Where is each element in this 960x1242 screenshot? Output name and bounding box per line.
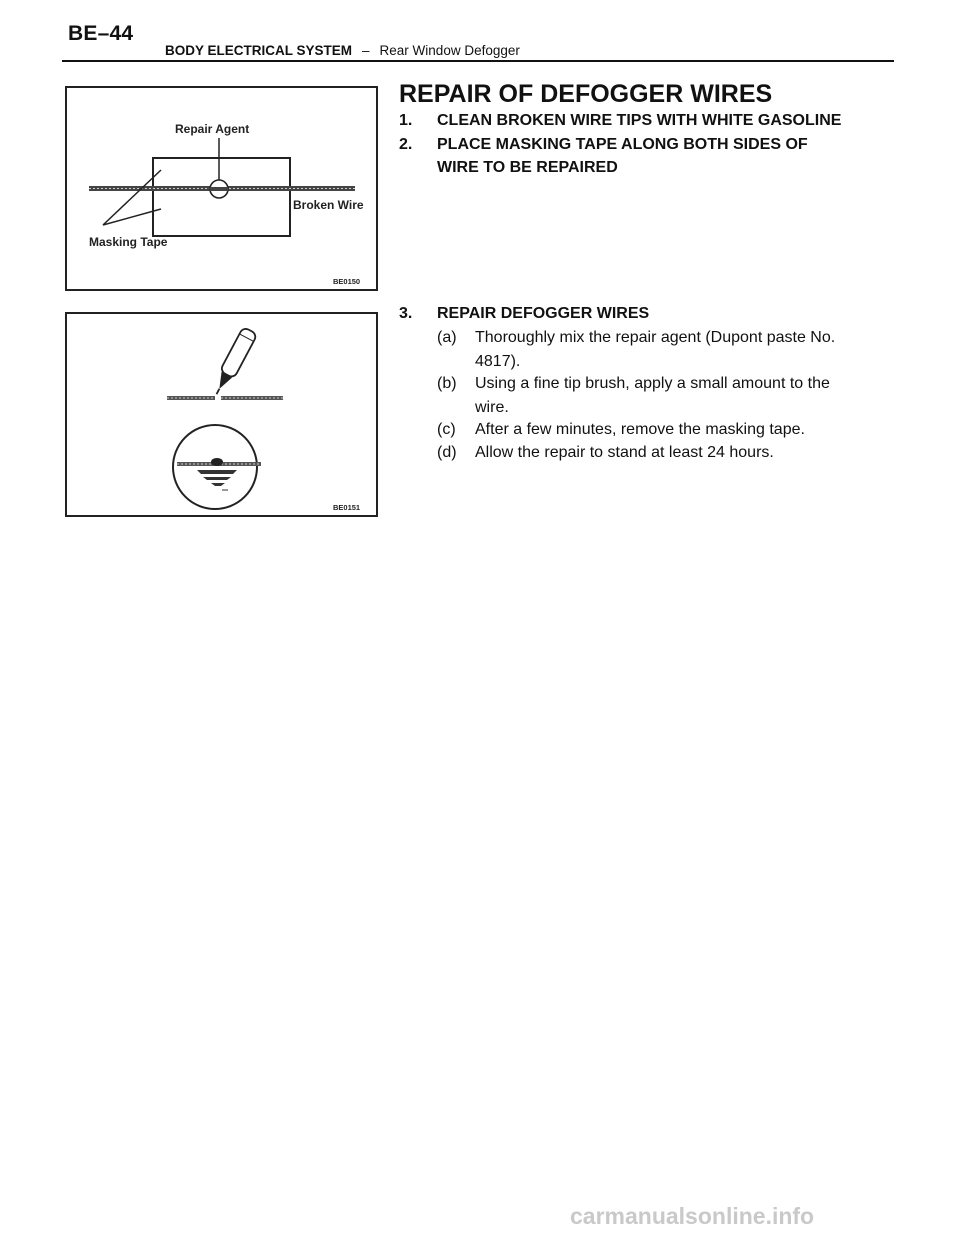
- page-title: REPAIR OF DEFOGGER WIRES: [399, 80, 773, 108]
- step-1: [399, 110, 919, 132]
- repair-brush-illustration: [67, 314, 376, 515]
- substep-text: After a few minutes, remove the masking tape.: [475, 421, 805, 438]
- step-text: CLEAN BROKEN WIRE TIPS WITH WHITE GASOLINE: [437, 112, 842, 129]
- header-rule: [62, 60, 894, 62]
- substep-d: [437, 442, 917, 464]
- page-number: BE–44: [68, 22, 134, 45]
- figure-code: BE0150: [333, 277, 361, 286]
- substep-text-continued: 4817).: [475, 353, 521, 370]
- step-text: REPAIR DEFOGGER WIRES: [437, 305, 650, 322]
- substep-text: Using a fine tip brush, apply a small amount to the: [475, 375, 830, 392]
- step-number: 2.: [399, 136, 413, 153]
- substep-a: [437, 327, 917, 373]
- label-repair-agent: Repair Agent: [175, 122, 250, 136]
- header-section: BODY ELECTRICAL SYSTEM: [165, 43, 353, 58]
- step-number: 1.: [399, 112, 413, 129]
- substep-label: (b): [437, 375, 457, 392]
- substep-label: (a): [437, 329, 457, 346]
- masking-tape-illustration: [67, 88, 376, 289]
- running-header: [165, 43, 520, 58]
- step-text: PLACE MASKING TAPE ALONG BOTH SIDES OF: [437, 136, 808, 153]
- figure-repair-brush: [65, 312, 378, 517]
- label-broken-wire: Broken Wire: [293, 198, 364, 212]
- substep-text: Thoroughly mix the repair agent (Dupont paste No.: [475, 329, 836, 346]
- substep-label: (c): [437, 421, 456, 438]
- substep-text: Allow the repair to stand at least 24 hours.: [475, 444, 774, 461]
- substep-c: [437, 419, 917, 441]
- step-number: 3.: [399, 305, 413, 322]
- step-text-continued: WIRE TO BE REPAIRED: [437, 159, 618, 176]
- substep-b: [437, 373, 917, 419]
- figure-code: BE0151: [333, 503, 361, 512]
- step-2: [399, 134, 919, 178]
- magnified-detail-circle: [173, 425, 257, 509]
- header-subsection: Rear Window Defogger: [379, 43, 520, 58]
- substep-label: (d): [437, 444, 457, 461]
- label-masking-tape: Masking Tape: [89, 235, 168, 249]
- figure-masking-tape: [65, 86, 378, 291]
- substep-text-continued: wire.: [475, 399, 509, 416]
- step-3: [399, 303, 919, 325]
- wire-with-gap: [167, 396, 283, 400]
- header-separator: –: [362, 43, 370, 58]
- brush-icon: [209, 327, 257, 398]
- watermark: carmanualsonline.info: [570, 1203, 815, 1229]
